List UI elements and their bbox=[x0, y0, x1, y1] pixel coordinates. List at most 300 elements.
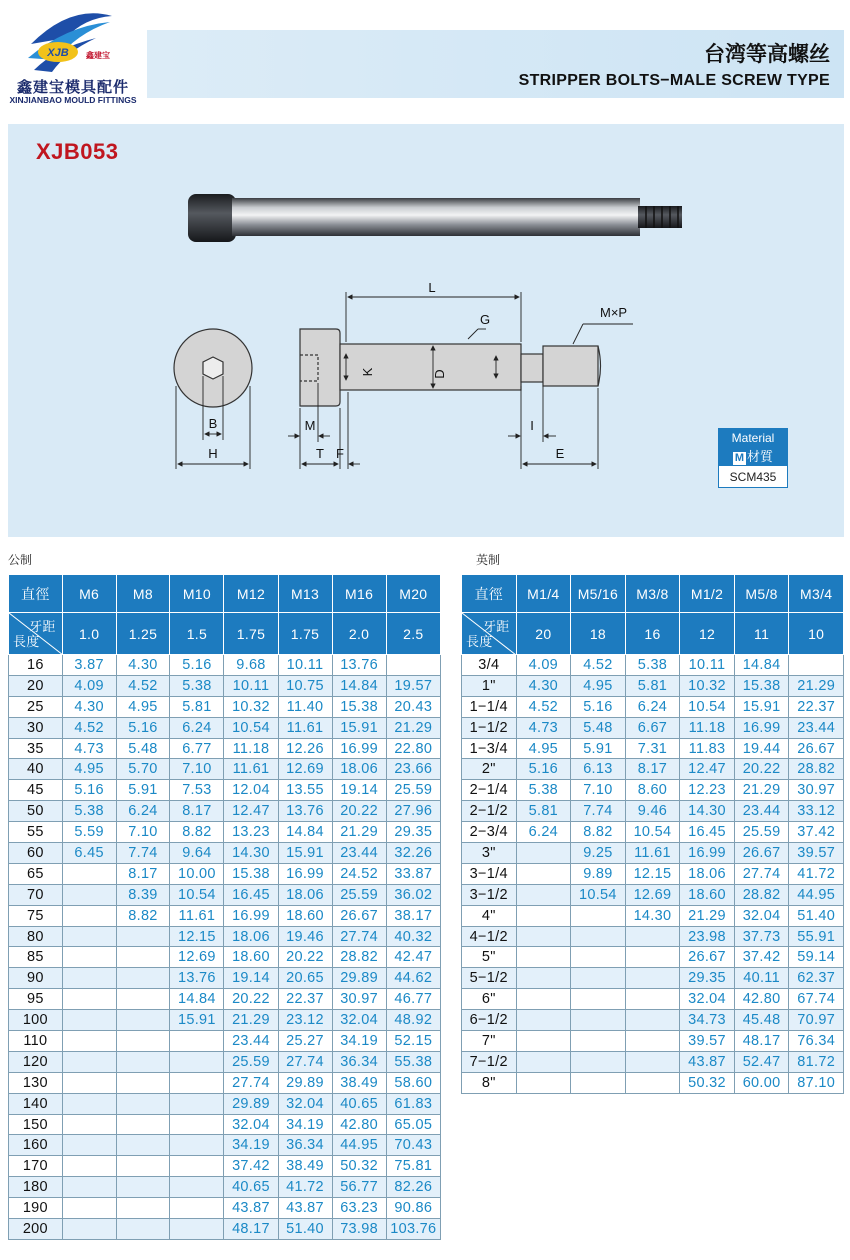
size-header: M3/8 bbox=[625, 575, 680, 613]
dim-MxP: M×P bbox=[600, 305, 628, 320]
value-cell: 8.17 bbox=[116, 863, 170, 884]
value-cell: 59.14 bbox=[789, 947, 844, 968]
value-cell: 6.13 bbox=[571, 759, 626, 780]
table-row bbox=[462, 989, 844, 1010]
value-cell: 29.35 bbox=[680, 968, 735, 989]
value-cell: 8.60 bbox=[625, 780, 680, 801]
value-cell: 21.29 bbox=[332, 822, 386, 843]
value-cell: 6.24 bbox=[625, 696, 680, 717]
material-badge: M bbox=[734, 452, 745, 464]
pitch-value: 1.25 bbox=[116, 613, 170, 655]
value-cell: 25.59 bbox=[734, 822, 789, 843]
table-row bbox=[462, 968, 844, 989]
value-cell: 9.89 bbox=[571, 863, 626, 884]
value-cell bbox=[62, 989, 116, 1010]
value-cell: 70.97 bbox=[789, 1010, 844, 1031]
length-cell: 3−1/4 bbox=[462, 863, 517, 884]
value-cell: 5.81 bbox=[516, 801, 571, 822]
length-cell: 1" bbox=[462, 675, 517, 696]
pitch-value: 18 bbox=[571, 613, 626, 655]
value-cell: 73.98 bbox=[332, 1219, 386, 1240]
value-cell bbox=[516, 905, 571, 926]
value-cell: 4.95 bbox=[516, 738, 571, 759]
length-cell: 6−1/2 bbox=[462, 1010, 517, 1031]
value-cell bbox=[516, 1072, 571, 1093]
length-cell: 2−1/4 bbox=[462, 780, 517, 801]
value-cell: 23.44 bbox=[332, 843, 386, 864]
length-cell: 120 bbox=[9, 1051, 63, 1072]
value-cell bbox=[170, 1135, 224, 1156]
company-name-en: XINJIANBAO MOULD FITTINGS bbox=[9, 95, 137, 105]
value-cell: 44.62 bbox=[386, 968, 440, 989]
value-cell: 28.82 bbox=[789, 759, 844, 780]
length-cell: 140 bbox=[9, 1093, 63, 1114]
value-cell bbox=[116, 1031, 170, 1052]
value-cell: 23.44 bbox=[224, 1031, 278, 1052]
value-cell: 12.47 bbox=[680, 759, 735, 780]
table-header-row bbox=[462, 575, 844, 613]
value-cell: 45.48 bbox=[734, 1010, 789, 1031]
value-cell bbox=[116, 1051, 170, 1072]
value-cell: 4.52 bbox=[62, 717, 116, 738]
value-cell: 20.22 bbox=[224, 989, 278, 1010]
pitch-label: 牙距 bbox=[29, 619, 56, 634]
length-cell: 55 bbox=[9, 822, 63, 843]
value-cell: 12.23 bbox=[680, 780, 735, 801]
table-row bbox=[9, 863, 441, 884]
value-cell: 14.30 bbox=[680, 801, 735, 822]
value-cell bbox=[62, 1051, 116, 1072]
value-cell bbox=[516, 884, 571, 905]
value-cell: 18.06 bbox=[332, 759, 386, 780]
value-cell: 9.46 bbox=[625, 801, 680, 822]
value-cell: 8.39 bbox=[116, 884, 170, 905]
value-cell: 12.69 bbox=[625, 884, 680, 905]
length-cell: 40 bbox=[9, 759, 63, 780]
value-cell: 13.76 bbox=[278, 801, 332, 822]
value-cell: 16.99 bbox=[332, 738, 386, 759]
value-cell: 48.17 bbox=[734, 1031, 789, 1052]
value-cell: 10.00 bbox=[170, 863, 224, 884]
length-cell: 75 bbox=[9, 905, 63, 926]
table-header-row bbox=[9, 575, 441, 613]
value-cell: 3.87 bbox=[62, 655, 116, 676]
value-cell bbox=[116, 1219, 170, 1240]
value-cell: 18.06 bbox=[278, 884, 332, 905]
value-cell: 50.32 bbox=[332, 1156, 386, 1177]
length-cell: 190 bbox=[9, 1198, 63, 1219]
value-cell bbox=[625, 926, 680, 947]
value-cell: 36.02 bbox=[386, 884, 440, 905]
value-cell: 21.29 bbox=[734, 780, 789, 801]
value-cell: 5.16 bbox=[62, 780, 116, 801]
value-cell: 21.29 bbox=[680, 905, 735, 926]
imperial-section-label: 英制 bbox=[476, 553, 501, 567]
value-cell bbox=[516, 989, 571, 1010]
value-cell: 60.00 bbox=[734, 1072, 789, 1093]
value-cell bbox=[571, 926, 626, 947]
value-cell: 42.80 bbox=[332, 1114, 386, 1135]
value-cell: 5.59 bbox=[62, 822, 116, 843]
value-cell bbox=[170, 1177, 224, 1198]
value-cell: 7.10 bbox=[571, 780, 626, 801]
length-cell: 1−1/2 bbox=[462, 717, 517, 738]
value-cell: 32.04 bbox=[278, 1093, 332, 1114]
page-title-cn: 台湾等高螺丝 bbox=[704, 43, 830, 66]
value-cell bbox=[116, 1135, 170, 1156]
value-cell: 19.57 bbox=[386, 675, 440, 696]
value-cell bbox=[62, 1219, 116, 1240]
value-cell: 19.14 bbox=[332, 780, 386, 801]
table-row bbox=[462, 1031, 844, 1052]
length-cell: 150 bbox=[9, 1114, 63, 1135]
length-cell: 160 bbox=[9, 1135, 63, 1156]
value-cell bbox=[170, 1219, 224, 1240]
value-cell: 11.18 bbox=[224, 738, 278, 759]
value-cell: 27.74 bbox=[224, 1072, 278, 1093]
table-row bbox=[462, 884, 844, 905]
value-cell bbox=[571, 968, 626, 989]
length-cell: 6" bbox=[462, 989, 517, 1010]
value-cell bbox=[62, 905, 116, 926]
pitch-value: 1.0 bbox=[62, 613, 116, 655]
table-row bbox=[462, 947, 844, 968]
value-cell: 14.84 bbox=[734, 655, 789, 676]
value-cell bbox=[116, 1072, 170, 1093]
value-cell: 39.57 bbox=[680, 1031, 735, 1052]
table-row bbox=[462, 780, 844, 801]
value-cell bbox=[170, 1198, 224, 1219]
value-cell: 28.82 bbox=[332, 947, 386, 968]
value-cell: 19.46 bbox=[278, 926, 332, 947]
value-cell: 38.49 bbox=[332, 1072, 386, 1093]
value-cell: 76.34 bbox=[789, 1031, 844, 1052]
value-cell bbox=[116, 1114, 170, 1135]
length-cell: 180 bbox=[9, 1177, 63, 1198]
length-cell: 30 bbox=[9, 717, 63, 738]
metric-section-label: 公制 bbox=[8, 553, 33, 567]
table-row bbox=[9, 675, 441, 696]
value-cell: 51.40 bbox=[789, 905, 844, 926]
value-cell: 67.74 bbox=[789, 989, 844, 1010]
pitch-value: 1.5 bbox=[170, 613, 224, 655]
length-cell: 50 bbox=[9, 801, 63, 822]
table-row bbox=[9, 801, 441, 822]
value-cell: 8.17 bbox=[625, 759, 680, 780]
table-row bbox=[462, 1010, 844, 1031]
value-cell: 6.24 bbox=[170, 717, 224, 738]
value-cell bbox=[571, 1051, 626, 1072]
value-cell: 4.30 bbox=[62, 696, 116, 717]
value-cell: 23.98 bbox=[680, 926, 735, 947]
value-cell: 7.53 bbox=[170, 780, 224, 801]
table-row bbox=[9, 843, 441, 864]
value-cell: 15.38 bbox=[332, 696, 386, 717]
value-cell: 24.52 bbox=[332, 863, 386, 884]
value-cell: 29.35 bbox=[386, 822, 440, 843]
value-cell: 5.91 bbox=[116, 780, 170, 801]
pitch-length-header bbox=[9, 613, 63, 655]
value-cell: 61.83 bbox=[386, 1093, 440, 1114]
value-cell: 50.32 bbox=[680, 1072, 735, 1093]
value-cell bbox=[516, 1031, 571, 1052]
table-row bbox=[9, 1093, 441, 1114]
length-cell: 2−3/4 bbox=[462, 822, 517, 843]
value-cell: 23.44 bbox=[789, 717, 844, 738]
length-cell: 3/4 bbox=[462, 655, 517, 676]
value-cell: 6.24 bbox=[116, 801, 170, 822]
value-cell: 63.23 bbox=[332, 1198, 386, 1219]
value-cell: 40.65 bbox=[332, 1093, 386, 1114]
metric-size-table bbox=[8, 574, 441, 1240]
dim-L: L bbox=[428, 280, 436, 295]
table-row bbox=[9, 905, 441, 926]
table-row bbox=[462, 905, 844, 926]
diameter-header: 直徑 bbox=[462, 575, 517, 613]
value-cell bbox=[386, 655, 440, 676]
length-cell: 5−1/2 bbox=[462, 968, 517, 989]
table-row bbox=[462, 822, 844, 843]
value-cell: 15.38 bbox=[734, 675, 789, 696]
table-row bbox=[462, 738, 844, 759]
value-cell bbox=[571, 1072, 626, 1093]
value-cell bbox=[62, 1072, 116, 1093]
size-header: M3/4 bbox=[789, 575, 844, 613]
value-cell: 5.48 bbox=[116, 738, 170, 759]
size-header: M12 bbox=[224, 575, 278, 613]
value-cell: 14.84 bbox=[332, 675, 386, 696]
value-cell: 7.10 bbox=[116, 822, 170, 843]
value-cell: 12.26 bbox=[278, 738, 332, 759]
pitch-value: 11 bbox=[734, 613, 789, 655]
value-cell: 8.82 bbox=[571, 822, 626, 843]
value-cell: 12.69 bbox=[170, 947, 224, 968]
value-cell: 65.05 bbox=[386, 1114, 440, 1135]
value-cell: 15.91 bbox=[734, 696, 789, 717]
value-cell: 6.77 bbox=[170, 738, 224, 759]
value-cell bbox=[116, 1156, 170, 1177]
logo-emblem-icon bbox=[26, 8, 116, 76]
value-cell: 26.67 bbox=[789, 738, 844, 759]
table-row bbox=[462, 863, 844, 884]
value-cell: 34.19 bbox=[332, 1031, 386, 1052]
table-row bbox=[462, 696, 844, 717]
length-cell: 2−1/2 bbox=[462, 801, 517, 822]
length-cell: 130 bbox=[9, 1072, 63, 1093]
value-cell: 16.45 bbox=[680, 822, 735, 843]
size-header: M6 bbox=[62, 575, 116, 613]
length-cell: 95 bbox=[9, 989, 63, 1010]
value-cell bbox=[516, 968, 571, 989]
value-cell: 40.11 bbox=[734, 968, 789, 989]
value-cell: 5.16 bbox=[516, 759, 571, 780]
value-cell: 27.74 bbox=[332, 926, 386, 947]
length-cell: 85 bbox=[9, 947, 63, 968]
value-cell: 18.06 bbox=[680, 863, 735, 884]
value-cell bbox=[170, 1051, 224, 1072]
value-cell: 12.69 bbox=[278, 759, 332, 780]
table-row bbox=[9, 738, 441, 759]
value-cell: 52.15 bbox=[386, 1031, 440, 1052]
value-cell bbox=[170, 1072, 224, 1093]
value-cell bbox=[116, 968, 170, 989]
value-cell: 27.74 bbox=[278, 1051, 332, 1072]
value-cell: 34.19 bbox=[278, 1114, 332, 1135]
value-cell bbox=[62, 1010, 116, 1031]
value-cell: 5.91 bbox=[571, 738, 626, 759]
value-cell: 10.11 bbox=[278, 655, 332, 676]
value-cell: 37.42 bbox=[734, 947, 789, 968]
dim-B: B bbox=[208, 416, 218, 431]
value-cell: 4.73 bbox=[62, 738, 116, 759]
value-cell: 6.24 bbox=[516, 822, 571, 843]
material-box bbox=[718, 428, 788, 488]
length-cell: 3−1/2 bbox=[462, 884, 517, 905]
value-cell: 52.47 bbox=[734, 1051, 789, 1072]
value-cell: 7.74 bbox=[571, 801, 626, 822]
value-cell bbox=[625, 989, 680, 1010]
length-cell: 200 bbox=[9, 1219, 63, 1240]
dim-I: I bbox=[530, 418, 534, 433]
value-cell: 11.61 bbox=[170, 905, 224, 926]
length-cell: 25 bbox=[9, 696, 63, 717]
bolt-side-view bbox=[300, 329, 601, 406]
value-cell: 11.61 bbox=[278, 717, 332, 738]
imperial-size-table bbox=[461, 574, 844, 1094]
value-cell: 20.43 bbox=[386, 696, 440, 717]
value-cell: 16.99 bbox=[278, 863, 332, 884]
value-cell: 11.61 bbox=[625, 843, 680, 864]
value-cell: 8.17 bbox=[170, 801, 224, 822]
value-cell: 12.15 bbox=[625, 863, 680, 884]
value-cell: 10.54 bbox=[571, 884, 626, 905]
value-cell: 8.82 bbox=[170, 822, 224, 843]
value-cell: 23.12 bbox=[278, 1010, 332, 1031]
value-cell bbox=[571, 905, 626, 926]
value-cell: 25.59 bbox=[224, 1051, 278, 1072]
dim-K: K bbox=[360, 367, 375, 377]
value-cell: 40.32 bbox=[386, 926, 440, 947]
value-cell: 6.45 bbox=[62, 843, 116, 864]
value-cell: 43.87 bbox=[278, 1198, 332, 1219]
value-cell: 4.73 bbox=[516, 717, 571, 738]
length-cell: 2" bbox=[462, 759, 517, 780]
size-header: M20 bbox=[386, 575, 440, 613]
value-cell: 11.40 bbox=[278, 696, 332, 717]
length-cell: 5" bbox=[462, 947, 517, 968]
table-row bbox=[462, 675, 844, 696]
table-row bbox=[9, 947, 441, 968]
value-cell: 32.04 bbox=[680, 989, 735, 1010]
value-cell: 29.89 bbox=[332, 968, 386, 989]
pitch-value: 1.75 bbox=[224, 613, 278, 655]
value-cell bbox=[625, 1072, 680, 1093]
value-cell: 11.61 bbox=[224, 759, 278, 780]
value-cell: 40.65 bbox=[224, 1177, 278, 1198]
value-cell: 27.74 bbox=[734, 863, 789, 884]
value-cell bbox=[571, 989, 626, 1010]
value-cell: 48.17 bbox=[224, 1219, 278, 1240]
table-row bbox=[462, 1051, 844, 1072]
value-cell: 4.30 bbox=[516, 675, 571, 696]
value-cell: 10.32 bbox=[680, 675, 735, 696]
value-cell: 10.54 bbox=[224, 717, 278, 738]
value-cell: 29.89 bbox=[278, 1072, 332, 1093]
size-header: M1/4 bbox=[516, 575, 571, 613]
table-row bbox=[9, 1219, 441, 1240]
table-row bbox=[462, 1072, 844, 1093]
value-cell bbox=[116, 1177, 170, 1198]
length-cell: 16 bbox=[9, 655, 63, 676]
size-header: M5/8 bbox=[734, 575, 789, 613]
length-cell: 80 bbox=[9, 926, 63, 947]
value-cell: 5.38 bbox=[62, 801, 116, 822]
value-cell bbox=[62, 1114, 116, 1135]
value-cell: 10.11 bbox=[224, 675, 278, 696]
length-cell: 7−1/2 bbox=[462, 1051, 517, 1072]
value-cell: 46.77 bbox=[386, 989, 440, 1010]
value-cell: 15.91 bbox=[332, 717, 386, 738]
value-cell: 19.14 bbox=[224, 968, 278, 989]
table-row bbox=[9, 1051, 441, 1072]
value-cell bbox=[116, 1093, 170, 1114]
value-cell: 36.34 bbox=[332, 1051, 386, 1072]
value-cell: 34.73 bbox=[680, 1010, 735, 1031]
value-cell: 13.76 bbox=[332, 655, 386, 676]
value-cell: 34.19 bbox=[224, 1135, 278, 1156]
value-cell: 10.54 bbox=[170, 884, 224, 905]
value-cell: 18.60 bbox=[278, 905, 332, 926]
value-cell: 38.49 bbox=[278, 1156, 332, 1177]
value-cell: 15.91 bbox=[278, 843, 332, 864]
diameter-header: 直徑 bbox=[9, 575, 63, 613]
value-cell bbox=[116, 1010, 170, 1031]
dim-F: F bbox=[336, 446, 344, 461]
table-row bbox=[9, 989, 441, 1010]
value-cell: 10.32 bbox=[224, 696, 278, 717]
value-cell bbox=[62, 1031, 116, 1052]
value-cell: 82.26 bbox=[386, 1177, 440, 1198]
value-cell: 18.60 bbox=[680, 884, 735, 905]
value-cell: 9.25 bbox=[571, 843, 626, 864]
value-cell: 19.44 bbox=[734, 738, 789, 759]
value-cell bbox=[516, 843, 571, 864]
value-cell: 22.80 bbox=[386, 738, 440, 759]
length-cell: 110 bbox=[9, 1031, 63, 1052]
table-row bbox=[9, 759, 441, 780]
value-cell: 6.67 bbox=[625, 717, 680, 738]
size-header: M16 bbox=[332, 575, 386, 613]
value-cell bbox=[516, 947, 571, 968]
value-cell: 21.29 bbox=[224, 1010, 278, 1031]
value-cell: 5.16 bbox=[571, 696, 626, 717]
value-cell: 16.99 bbox=[224, 905, 278, 926]
value-cell: 4.52 bbox=[571, 655, 626, 676]
pitch-value: 2.5 bbox=[386, 613, 440, 655]
value-cell: 11.18 bbox=[680, 717, 735, 738]
value-cell: 20.65 bbox=[278, 968, 332, 989]
table-row bbox=[9, 717, 441, 738]
size-header: M1/2 bbox=[680, 575, 735, 613]
value-cell: 20.22 bbox=[278, 947, 332, 968]
value-cell: 7.31 bbox=[625, 738, 680, 759]
value-cell: 30.97 bbox=[332, 989, 386, 1010]
value-cell: 7.10 bbox=[170, 759, 224, 780]
value-cell: 23.44 bbox=[734, 801, 789, 822]
length-cell: 170 bbox=[9, 1156, 63, 1177]
value-cell: 16.99 bbox=[680, 843, 735, 864]
value-cell bbox=[62, 926, 116, 947]
